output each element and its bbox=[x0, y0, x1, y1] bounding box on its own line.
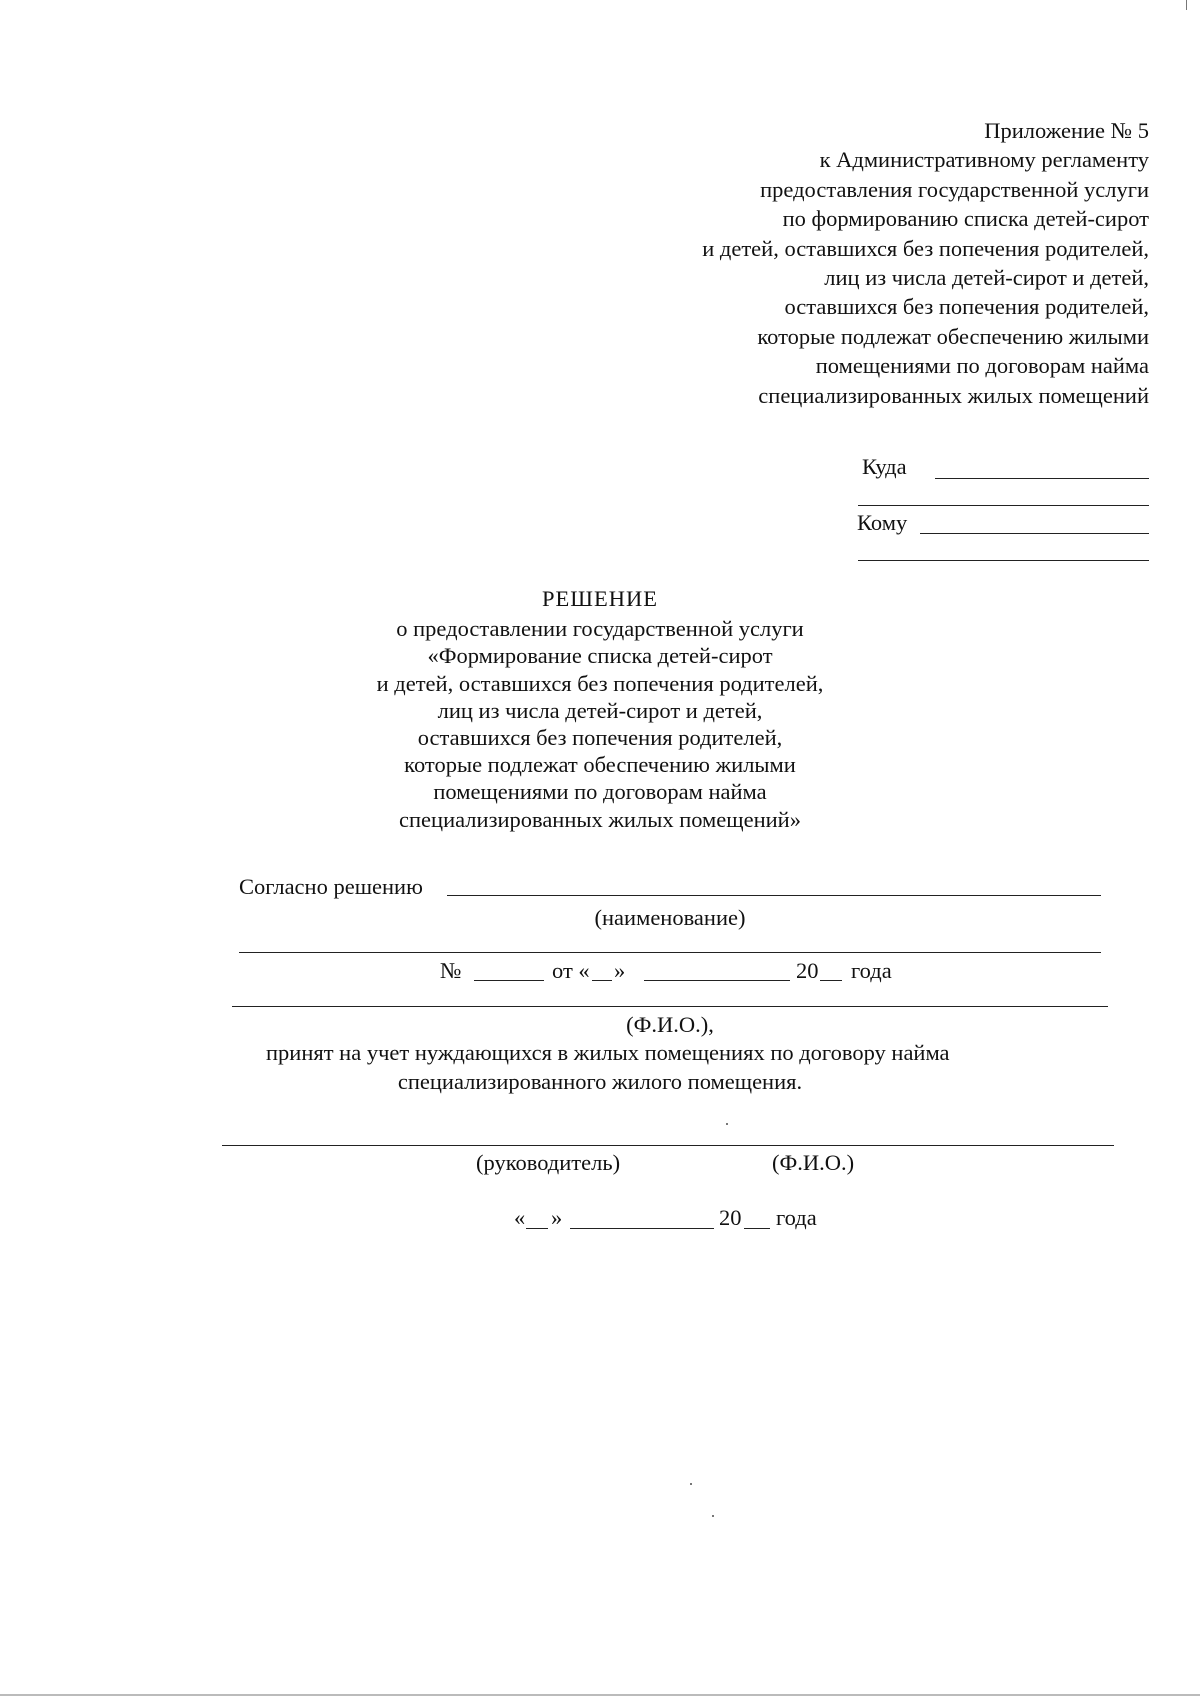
according-to-label: Согласно решению bbox=[239, 874, 423, 899]
fio-caption: (Ф.И.О.), bbox=[626, 1012, 714, 1037]
signature-day-field-line[interactable] bbox=[526, 1228, 548, 1229]
scan-dot bbox=[690, 1483, 692, 1485]
number-sign: № bbox=[440, 958, 462, 983]
from-label: от « bbox=[552, 958, 590, 983]
scan-edge-line bbox=[0, 1694, 1200, 1696]
appendix-line: лиц из числа детей-сирот и детей, bbox=[824, 265, 1149, 291]
decision-subtitle-line: специализированных жилых помещений» bbox=[399, 806, 801, 832]
appendix-line: помещениями по договорам найма bbox=[815, 353, 1149, 379]
decision-name-field-line[interactable] bbox=[447, 895, 1101, 896]
day-field-line[interactable] bbox=[592, 980, 612, 981]
fio-field-line[interactable] bbox=[232, 1006, 1108, 1007]
decision-name-field-line-2[interactable] bbox=[239, 952, 1101, 953]
appendix-line: к Административному регламенту bbox=[819, 147, 1149, 173]
to-whom-field-line[interactable] bbox=[920, 533, 1149, 534]
appendix-line: Приложение № 5 bbox=[984, 118, 1149, 143]
head-caption: (руководитель) bbox=[476, 1150, 621, 1175]
to-whom-label: Кому bbox=[857, 510, 908, 535]
scan-mark bbox=[1186, 0, 1187, 10]
year-field-line[interactable] bbox=[820, 980, 842, 981]
decision-subtitle-line: оставшихся без попечения родителей, bbox=[417, 725, 783, 751]
year-suffix: года bbox=[851, 958, 892, 983]
appendix-line: по формированию списка детей-сирот bbox=[782, 206, 1149, 232]
decision-subtitle-line: о предоставлении государственной услуги bbox=[396, 616, 804, 642]
number-field-line[interactable] bbox=[474, 980, 544, 981]
decision-subtitle-line: которые подлежат обеспечению жилыми bbox=[404, 752, 796, 778]
accepted-text-line-2: специализированного жилого помещения. bbox=[397, 1069, 803, 1094]
appendix-line: оставшихся без попечения родителей, bbox=[784, 294, 1149, 320]
date-close-quote: » bbox=[551, 1205, 563, 1230]
signature-field-line[interactable] bbox=[222, 1145, 1114, 1146]
quote-close: » bbox=[614, 958, 626, 983]
where-field-line[interactable] bbox=[935, 478, 1149, 479]
name-caption: (наименование) bbox=[594, 905, 746, 930]
decision-title: РЕШЕНИЕ bbox=[542, 586, 658, 611]
where-field-line-2[interactable] bbox=[858, 505, 1149, 506]
appendix-line: специализированных жилых помещений bbox=[758, 382, 1149, 408]
decision-subtitle-line: и детей, оставшихся без попечения родителей, bbox=[376, 670, 824, 696]
where-label: Куда bbox=[862, 454, 907, 479]
to-whom-field-line-2[interactable] bbox=[858, 560, 1149, 561]
signature-fio-caption: (Ф.И.О.) bbox=[772, 1150, 855, 1175]
decision-subtitle-line: лиц из числа детей-сирот и детей, bbox=[437, 697, 763, 723]
month-field-line[interactable] bbox=[644, 980, 790, 981]
decision-subtitle-line: «Формирование списка детей-сирот bbox=[427, 643, 773, 669]
appendix-line: предоставления государственной услуги bbox=[760, 176, 1149, 202]
decision-title-block bbox=[300, 585, 900, 833]
decision-subtitle-line: помещениями по договорам найма bbox=[433, 779, 767, 805]
signature-year-suffix: года bbox=[776, 1205, 817, 1230]
year-prefix: 20 bbox=[796, 958, 819, 983]
signature-year-field-line[interactable] bbox=[744, 1228, 770, 1229]
scan-dot bbox=[712, 1515, 714, 1517]
appendix-line: и детей, оставшихся без попечения родителей, bbox=[702, 235, 1149, 261]
accepted-text-line-1: принят на учет нуждающихся в жилых помещениях по договору найма bbox=[266, 1040, 950, 1065]
signature-month-field-line[interactable] bbox=[570, 1228, 714, 1229]
appendix-header bbox=[702, 116, 1149, 410]
appendix-line: которые подлежат обеспечению жилыми bbox=[757, 323, 1149, 349]
signature-year-prefix: 20 bbox=[719, 1205, 742, 1230]
date-open-quote: « bbox=[514, 1205, 526, 1230]
scan-dot bbox=[726, 1123, 728, 1125]
